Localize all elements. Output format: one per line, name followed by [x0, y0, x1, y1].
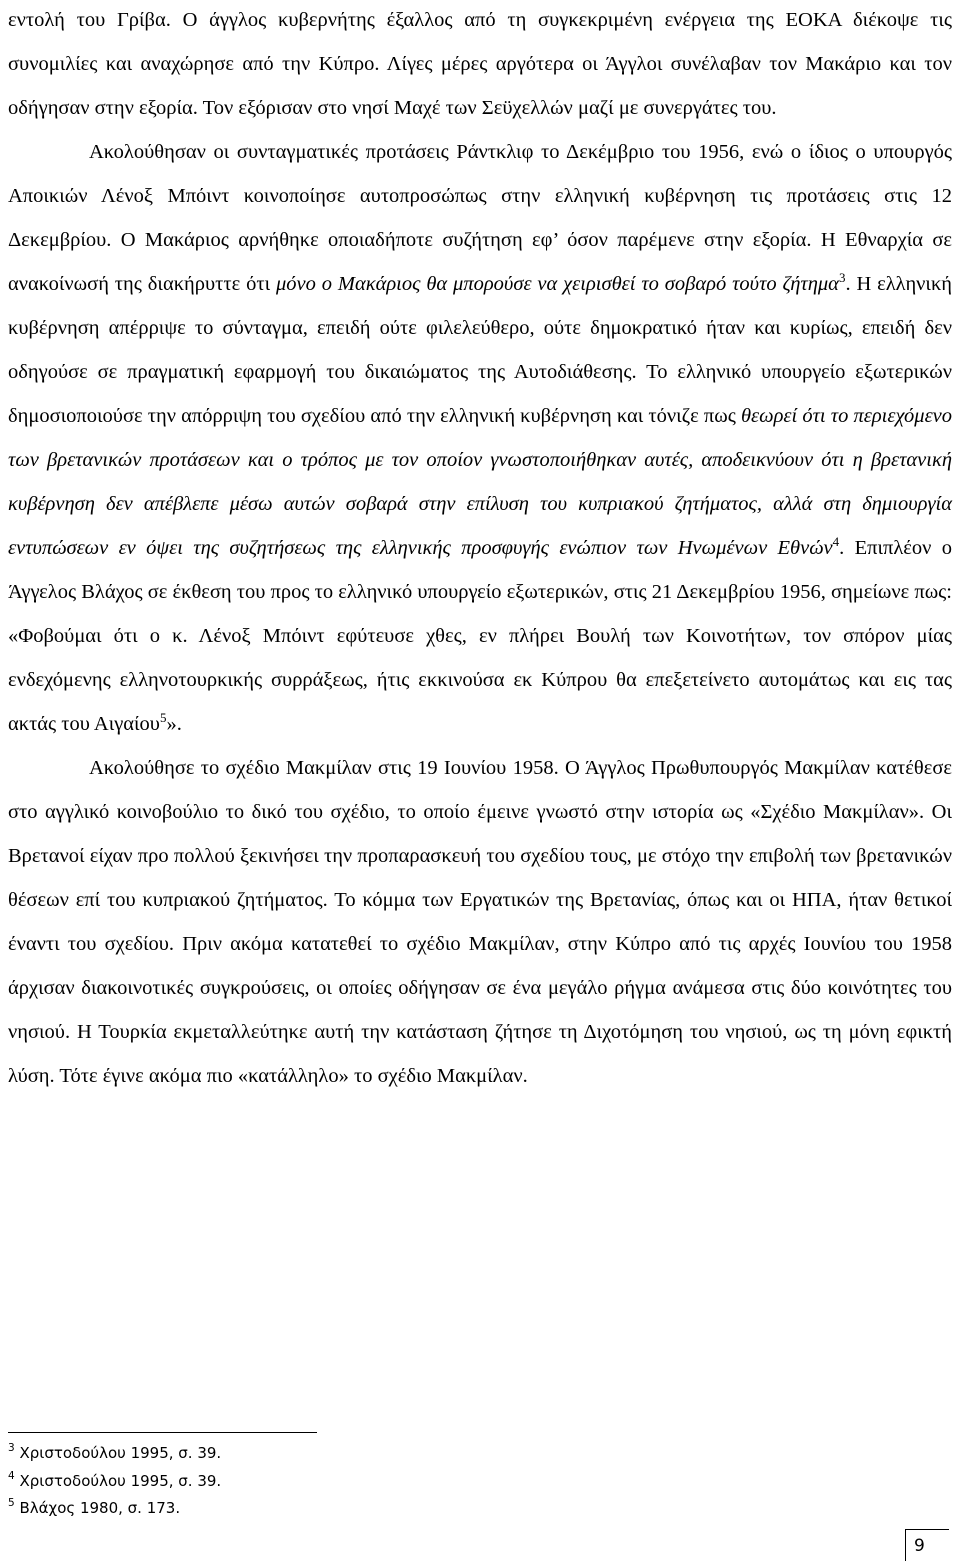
page-number: 9 — [914, 1536, 925, 1556]
footnote-separator — [8, 1432, 317, 1433]
footnote-number: 5 — [8, 1497, 15, 1509]
body-paragraph-1 — [8, 0, 952, 130]
footnotes — [8, 1440, 608, 1523]
text-run: Ακολούθησε το σχέδιο Μακμίλαν στις 19 Ιουνίου 1958. Ο Άγγλος Πρωθυπουργός Μακμίλαν κατέθεσε στο αγγλικό κοινοβούλιο το δικό του σχέδιο, το οποίο έμεινε γνωστό στην ιστορία ως «Σχέδιο Μακμίλαν». Οι Βρετανοί είχαν προ πολλού ξεκινήσει την προπαρασκευή του σχεδίου τους, με στόχο την επιβολή των βρετανικών θέσεων επί του κυπριακού ζητήματος. Το κόμμα των Εργατικών της Βρετανίας, όπως και οι ΗΠΑ, ήταν θετικοί έναντι του σχεδίου. Πριν ακόμα κατατεθεί το σχέδιο Μακμίλαν, στην Κύπρο από τις αρχές Ιουνίου του 1958 άρχισαν διακοινοτικές συγκρούσεις, οι οποίες οδήγησαν σε ένα μεγάλο ρήγμα ανάμεσα στις δύο κοινότητες του νησιού. Η Τουρκία εκμεταλλεύτηκε αυτή την κατάσταση ζήτησε τη Διχοτόμηση του νησιού, ως τη μόνη εφικτή λύση. Τότε έγινε ακόμα πιο «κατάλληλο» το σχέδιο Μακμίλαν. — [8, 757, 952, 1087]
footnote-5 — [8, 1495, 608, 1523]
footnote-number: 3 — [8, 1442, 15, 1454]
body-paragraph-3 — [8, 746, 952, 1098]
body-paragraph-2 — [8, 130, 952, 746]
footnote-text: Χριστοδούλου 1995, σ. 39. — [19, 1471, 222, 1490]
text-run: Ακολούθησαν οι συνταγματικές προτάσεις Ράντκλιφ το Δεκέμβριο του 1956, ενώ ο ίδιος ο υπουργός Αποικιών Λένοξ Μπόιντ κοινοποίησε αυτοπροσώπως στην ελληνική κυβέρνηση τις προτάσεις στις 12 Δεκεμβρίου. Ο Μακάριος αρνήθηκε οποιαδήποτε συζήτηση εφ’ όσον παρέμενε στην εξορία. Η Εθναρχία σε ανακοίνωσή της διακήρυττε ότι — [8, 141, 952, 295]
footnote-number: 4 — [8, 1469, 15, 1482]
footnote-4 — [8, 1468, 608, 1496]
footnote-ref-3: 3 — [838, 270, 846, 285]
footnote-text: Χριστοδούλου 1995, σ. 39. — [19, 1444, 222, 1462]
footnote-text: Βλάχος 1980, σ. 173. — [19, 1499, 181, 1517]
text-run: εντολή του Γρίβα. Ο άγγλος κυβερνήτης έξαλλος από τη συγκεκριμένη ενέργεια της ΕΟΚΑ διέκοψε τις συνομιλίες και αναχώρησε από την Κύπρο. Λίγες μέρες αργότερα οι Άγγλοι συνέλαβαν τον Μακάριο και τον οδήγησαν στην εξορία. Τον εξόρισαν στο νησί Μαχέ των Σεϋχελλών μαζί με συνεργάτες του. — [8, 9, 952, 119]
text-run: . Επιπλέον ο Άγγελος Βλάχος σε έκθεση του προς το ελληνικό υπουργείο εξωτερικών, στις 21 Δεκεμβρίου 1956, σημείωνε πως: «Φοβούμαι ότι ο κ. Λένοξ Μπόιντ εφύτευσε χθες, εν πλήρει Βουλή των Κοινοτήτων, τον σπόρον μίας ενδεχόμενης ελληνοτουρκικής συρράξεως, ήτις εκκινούσα εκ Κύπρου θα επεξετείνετο αυτομάτως και εις τας ακτάς του Αιγαίου — [8, 537, 952, 735]
footnote-ref-4: 4 — [832, 534, 840, 549]
italic-quote: μόνο ο Μακάριος θα μπορούσε να χειρισθεί το σοβαρό τούτο ζήτημα — [275, 273, 839, 295]
text-run: . Η ελληνική κυβέρνηση απέρριψε το σύνταγμα, επειδή ούτε φιλελεύθερο, ούτε δημοκρατικό ήταν και κυρίως, επειδή δεν οδηγούσε σε πραγματική εφαρμογή του δικαιώματος της Αυτοδιάθεσης. Το ελληνικό υπουργείο εξωτερικών δημοσιοποιούσε την απόρριψη του σχεδίου από την ελληνική κυβέρνηση και τόνιζε πως — [8, 273, 952, 427]
italic-quote: θεωρεί ότι το περιεχόμενο των βρετανικών προτάσεων και ο τρόπος με τον οποίον γνωστοποιήθηκαν αυτές, αποδεικνύουν ότι η βρετανική κυβέρνηση δεν απέβλεπε μέσω αυτών σοβαρά στην επίλυση του κυπριακού ζητήματος, αλλά στη δημιουργία εντυπώσεων εν όψει της συζητήσεως της ελληνικής προσφυγής ενώπιον των Ηνωμένων Εθνών — [8, 405, 952, 559]
footnote-ref-5: 5 — [159, 710, 167, 725]
text-run: ». — [166, 713, 182, 735]
footnote-3 — [8, 1440, 608, 1468]
document-page — [8, 0, 952, 1098]
page-number-box — [905, 1529, 949, 1561]
